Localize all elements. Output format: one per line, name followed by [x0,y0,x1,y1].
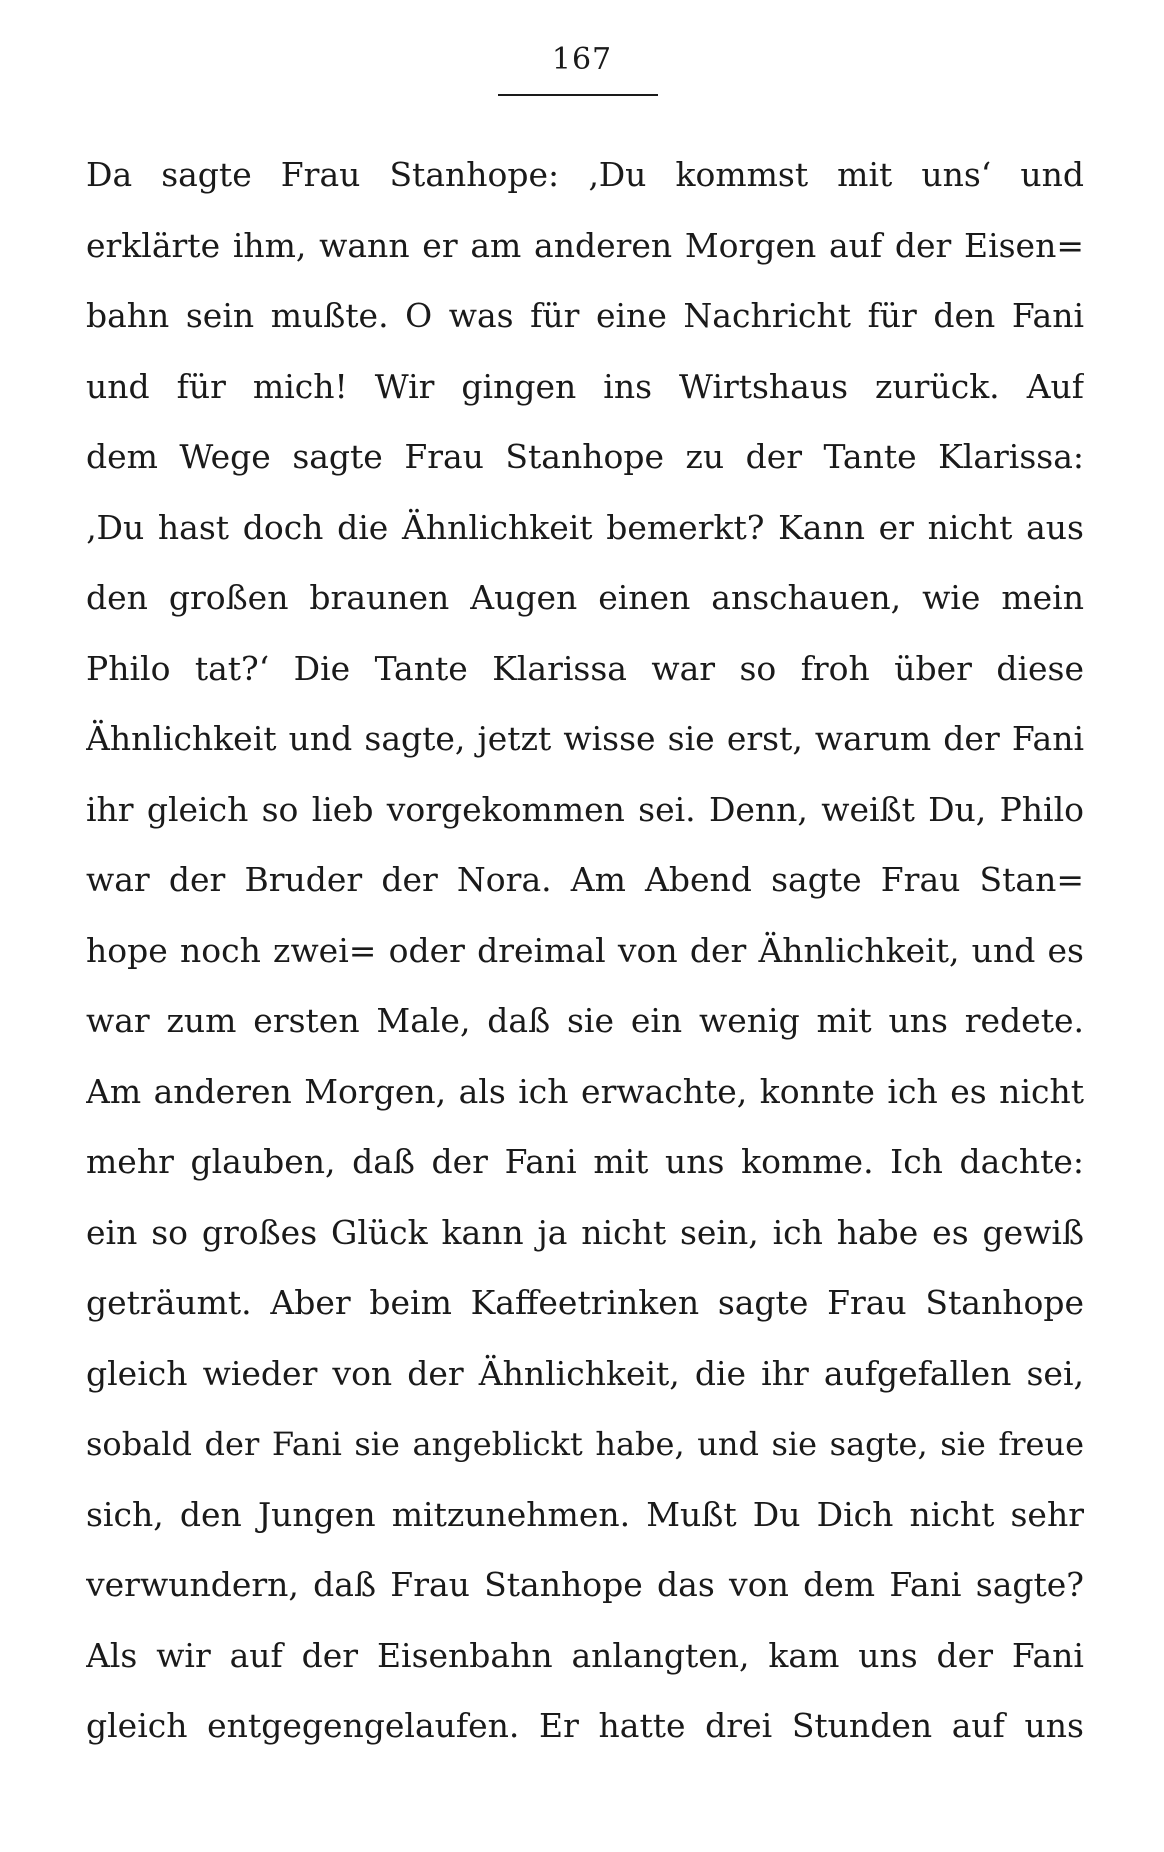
text-line: geträumt. Aber beim Kaffeetrinken sagte Frau Stanhope [86,1283,1084,1322]
text-line: dem Wege sagte Frau Stanhope zu der Tante Klarissa: [86,437,1084,476]
body-text [86,140,1084,1762]
text-line: hope noch zwei= oder dreimal von der Ähnlichkeit, und es [86,930,1084,970]
text-line: verwundern, daß Frau Stanhope das von dem Fani sagte? [86,1565,1084,1604]
text-line: gleich wieder von der Ähnlichkeit, die ihr aufgefallen sei, [86,1353,1084,1393]
text-line: sobald der Fani sie angeblickt habe, und sie sagte, sie freue [86,1425,1084,1463]
text-line: Da sagte Frau Stanhope: ‚Du kommst mit uns‘ und [86,155,1084,194]
text-line: Philo tat?‘ Die Tante Klarissa war so froh über diese [86,648,1084,688]
text-line: ihr gleich so lieb vorgekommen sei. Denn, weißt Du, Philo [86,789,1084,829]
text-line: ‚Du hast doch die Ähnlichkeit bemerkt? Kann er nicht aus [86,507,1084,547]
text-line: Am anderen Morgen, als ich erwachte, konnte ich es nicht [86,1071,1084,1111]
text-line: gleich entgegengelaufen. Er hatte drei Stunden auf uns [86,1706,1084,1745]
text-line: und für mich! Wir gingen ins Wirtshaus zurück. Auf [86,366,1084,406]
text-line: war der Bruder der Nora. Am Abend sagte Frau Stan= [86,860,1084,899]
page-number: 167 [551,42,613,77]
text-line: den großen braunen Augen einen anschauen, wie mein [86,578,1084,617]
text-line: war zum ersten Male, daß sie ein wenig mit uns redete. [86,1001,1084,1040]
text-line: Als wir auf der Eisenbahn anlangten, kam uns der Fani [86,1635,1084,1675]
text-line: mehr glauben, daß der Fani mit uns komme. Ich dachte: [86,1142,1084,1181]
text-line: Ähnlichkeit und sagte, jetzt wisse sie erst, warum der Fani [86,719,1084,758]
text-line: bahn sein mußte. O was für eine Nachricht für den Fani [86,296,1084,335]
text-line: ein so großes Glück kann ja nicht sein, ich habe es gewiß [86,1212,1084,1252]
text-line: sich, den Jungen mitzunehmen. Mußt Du Dich nicht sehr [86,1494,1084,1534]
text-line: erklärte ihm, wann er am anderen Morgen auf der Eisen= [86,225,1084,265]
header-rule [498,94,658,96]
